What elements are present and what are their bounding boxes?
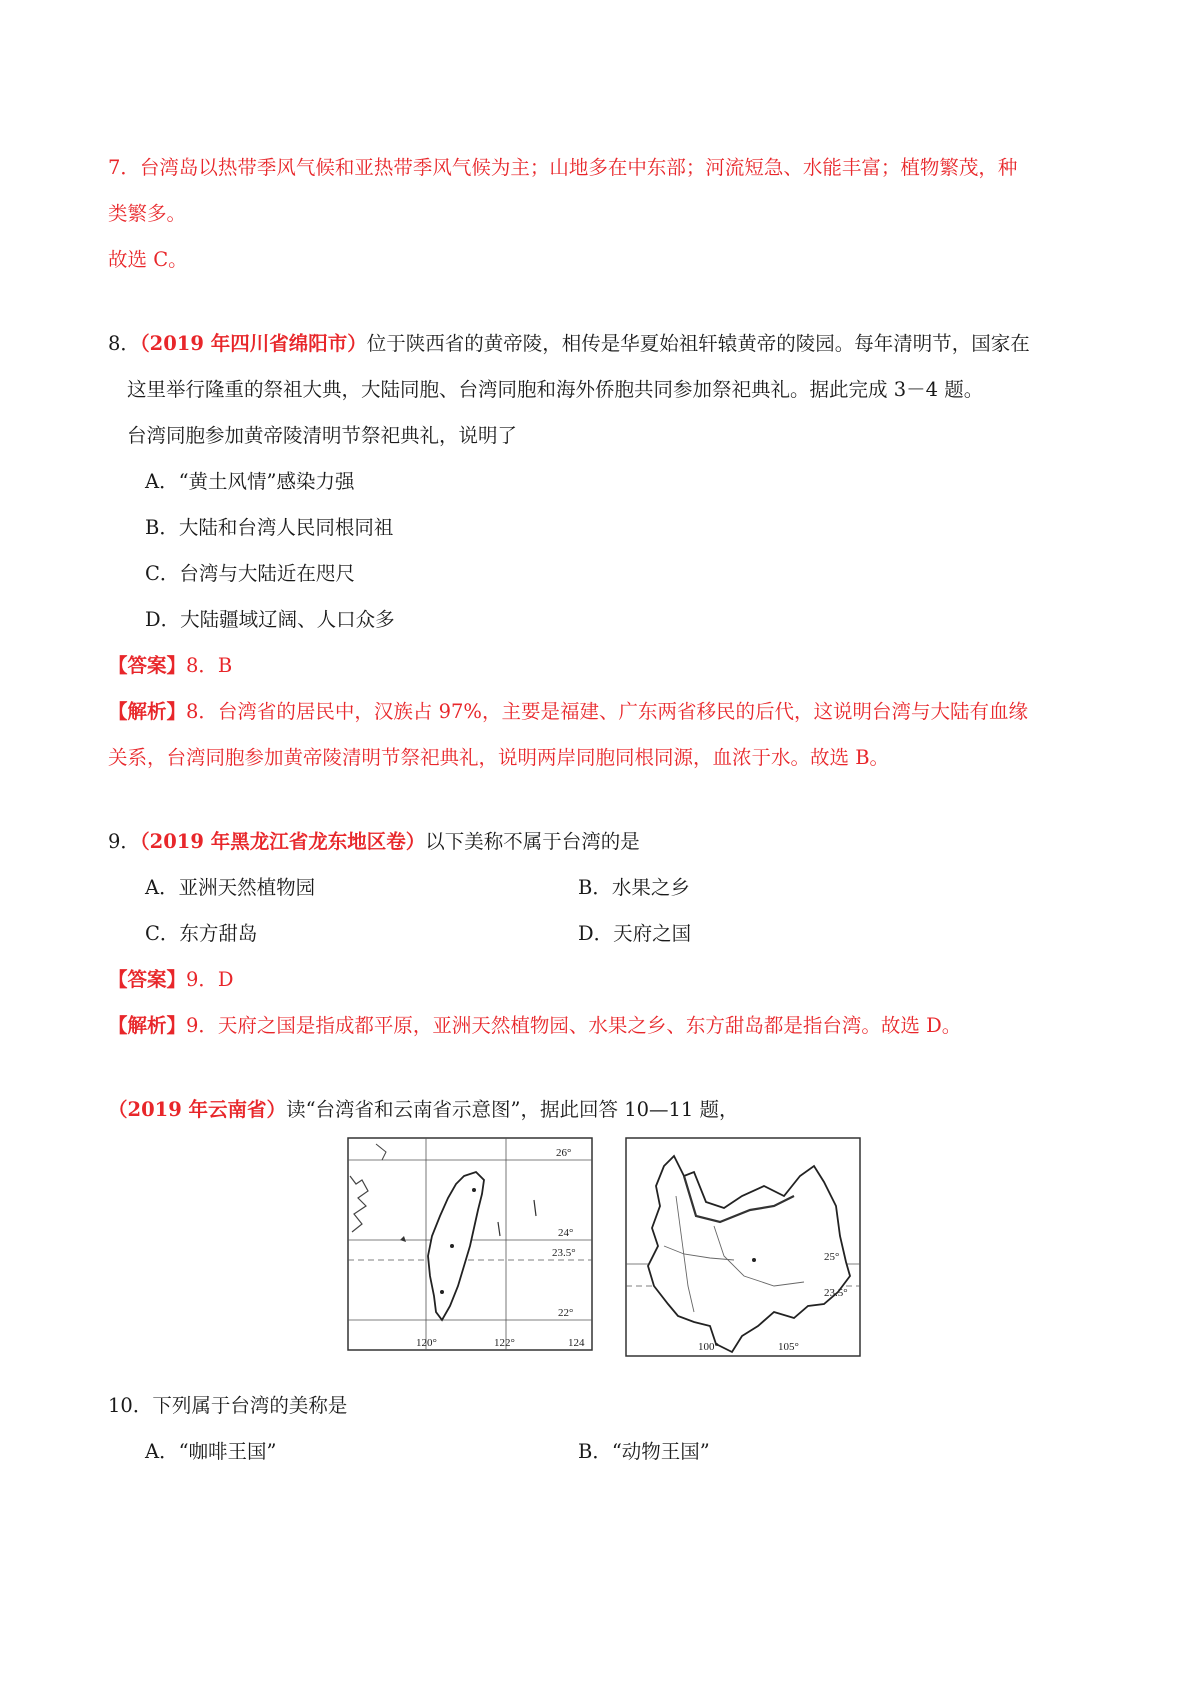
lat-label-26: 26° [556, 1147, 572, 1159]
q9-option-d: D．天府之国 [578, 922, 692, 945]
q9-option-b: B．水果之乡 [578, 876, 690, 899]
q8-analysis-1: 8．台湾省的居民中，汉族占 97%，主要是福建、广东两省移民的后代，这说明台湾与大陆有血缘 [186, 700, 1028, 723]
q7-line-2: 类繁多。 [108, 202, 187, 225]
q10-11-source: （2019 年云南省） [108, 1098, 287, 1121]
lon-label-122: 122° [494, 1337, 515, 1349]
lon-label-105: 105° [778, 1341, 799, 1353]
q10-11-intro [108, 1096, 739, 1124]
q8-stem-1: 位于陕西省的黄帝陵，相传是华夏始祖轩辕黄帝的陵园。每年清明节，国家在 [366, 332, 1030, 355]
q8-option-d: D．大陆疆域辽阔、人口众多 [145, 608, 395, 631]
q8-stem-line-2: 这里举行隆重的祭祖大典，大陆同胞、台湾同胞和海外侨胞共同参加祭祀典礼。据此完成 3－4 题。 [127, 378, 984, 401]
q8-option-b: B．大陆和台湾人民同根同祖 [145, 516, 394, 539]
q9-analysis [108, 1012, 961, 1040]
lat-label-22: 22° [558, 1307, 574, 1319]
kunming-dot [752, 1258, 756, 1262]
q8-option-c: C．台湾与大陆近在咫尺 [145, 562, 355, 585]
q8-analysis-line-2: 关系，台湾同胞参加黄帝陵清明节祭祀典礼，说明两岸同胞同根同源，血浓于水。故选 B。 [108, 746, 890, 769]
q8-answer-tag: 【答案】 [108, 654, 187, 677]
taiwan-map-svg [346, 1136, 596, 1366]
q7-line-1: 7．台湾岛以热带季风气候和亚热带季风气候为主；山地多在中东部；河流短急、水能丰富；植物繁茂，种 [108, 156, 1018, 179]
q9-stem [108, 828, 640, 856]
yunnan-map-svg [624, 1136, 864, 1362]
q8-analysis-line-1 [108, 698, 1028, 726]
q9-answer-value: 9．D [186, 968, 234, 991]
lon-label-124: 124 [568, 1337, 585, 1349]
q10-11-intro-text: 读“台湾省和云南省示意图”，据此回答 10—11 题， [286, 1098, 739, 1121]
lat-label-23-5: 23.5° [552, 1247, 576, 1259]
lat-label-23-5: 23.5° [824, 1287, 848, 1299]
q9-answer-tag: 【答案】 [108, 968, 187, 991]
q9-option-c: C．东方甜岛 [145, 922, 258, 945]
q9-stem-text: 以下美称不属于台湾的是 [425, 830, 640, 853]
q9-analysis-text: 9．天府之国是指成都平原，亚洲天然植物园、水果之乡、东方甜岛都是指台湾。故选 D。 [186, 1014, 962, 1037]
q9-answer [108, 966, 234, 994]
lon-label-100: 100° [698, 1341, 719, 1353]
yunnan-map [624, 1136, 864, 1362]
q8-option-a: A．“黄土风情”感染力强 [145, 470, 355, 493]
q8-answer [108, 652, 232, 680]
q8-number: 8． [108, 332, 140, 355]
q9-source: （2019 年黑龙江省龙东地区卷） [139, 830, 426, 853]
q10-option-a: A．“咖啡王国” [145, 1440, 277, 1463]
q10-stem: 10．下列属于台湾的美称是 [108, 1394, 348, 1417]
q9-number: 9． [108, 830, 140, 853]
q7-conclusion: 故选 C。 [108, 248, 188, 271]
q9-option-a: A．亚洲天然植物园 [145, 876, 316, 899]
taiwan-map [346, 1136, 596, 1366]
q8-stem-line-1 [108, 330, 1030, 358]
q9-analysis-tag: 【解析】 [108, 1014, 187, 1037]
lat-label-24: 24° [558, 1227, 574, 1239]
lat-label-25: 25° [824, 1251, 840, 1263]
q8-answer-value: 8．B [186, 654, 233, 677]
q8-question: 台湾同胞参加黄帝陵清明节祭祀典礼，说明了 [127, 424, 518, 447]
q8-analysis-tag: 【解析】 [108, 700, 187, 723]
q10-option-b: B．“动物王国” [578, 1440, 710, 1463]
q8-source: （2019 年四川省绵阳市） [139, 332, 367, 355]
lon-label-120: 120° [416, 1337, 437, 1349]
